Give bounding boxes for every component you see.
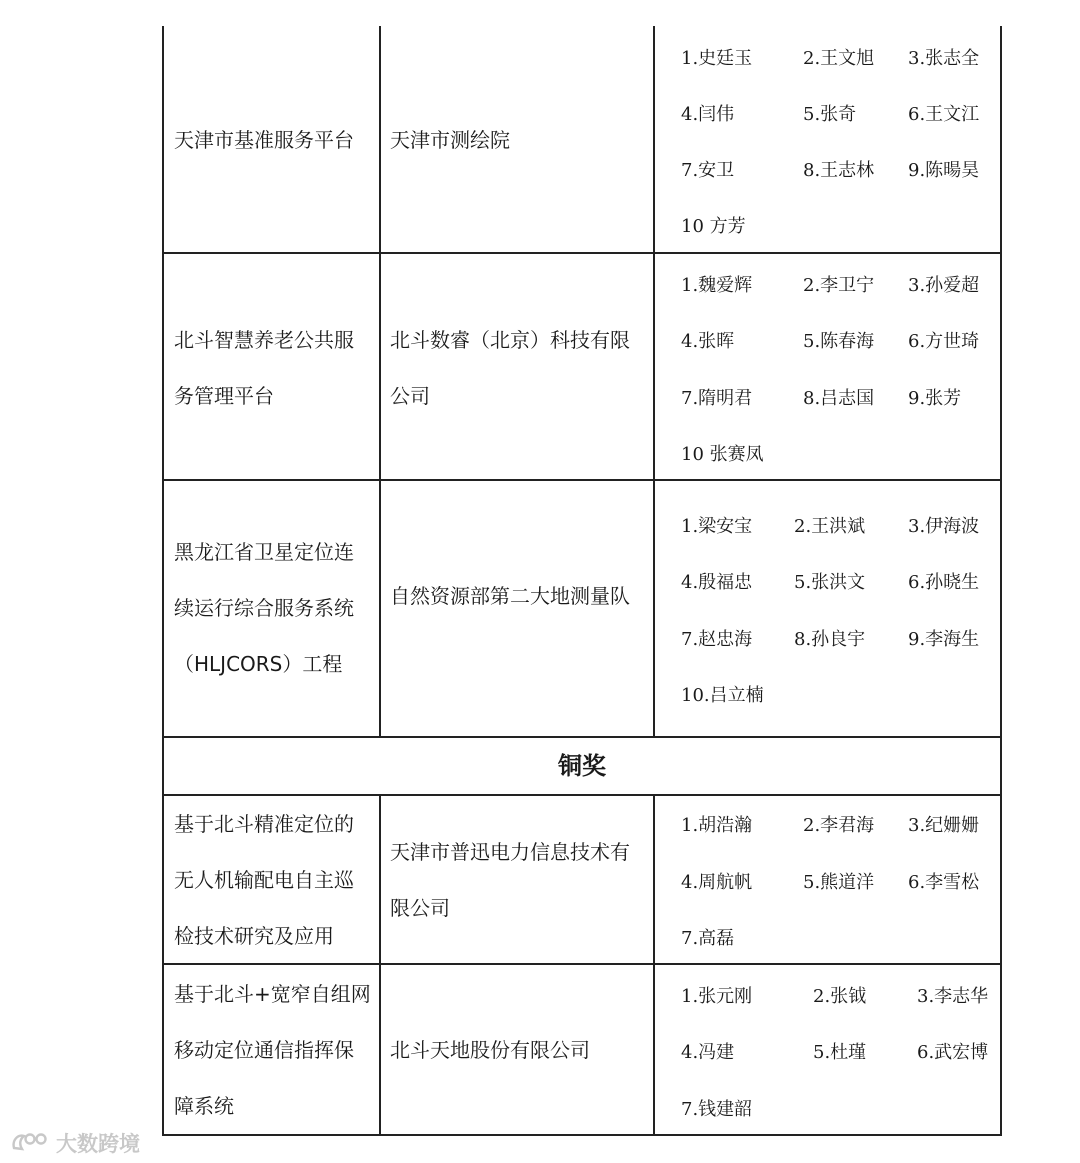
member-name: 2.李君海 bbox=[803, 815, 875, 836]
project-name-line: 天津市基准服务平台 bbox=[174, 128, 354, 152]
member-name: 7.安卫 bbox=[681, 160, 735, 181]
member-name: 1.张元刚 bbox=[681, 986, 753, 1007]
unit-name-line: 天津市测绘院 bbox=[390, 128, 510, 152]
project-name-line: 无人机输配电自主巡 bbox=[174, 868, 354, 892]
table-border-bottom bbox=[162, 1134, 1002, 1136]
project-name bbox=[174, 796, 354, 964]
member-name: 7.钱建韶 bbox=[681, 1099, 753, 1120]
project-name-line: 检技术研究及应用 bbox=[174, 924, 334, 948]
project-name bbox=[174, 312, 354, 424]
member-name: 2.李卫宁 bbox=[803, 275, 875, 296]
member-name: 2.王文旭 bbox=[803, 48, 875, 69]
unit-name-line: 自然资源部第二大地测量队 bbox=[390, 584, 630, 608]
member-name: 1.胡浩瀚 bbox=[681, 815, 753, 836]
unit-name bbox=[390, 824, 630, 936]
project-name bbox=[174, 966, 371, 1134]
column-divider-2-lower bbox=[653, 794, 655, 1136]
member-name: 3.李志华 bbox=[917, 986, 989, 1007]
member-name: 3.伊海波 bbox=[908, 516, 980, 537]
unit-name bbox=[390, 312, 630, 424]
member-name: 10 张赛凤 bbox=[681, 444, 764, 465]
member-name: 5.杜瑾 bbox=[813, 1042, 867, 1063]
member-name: 6.王文江 bbox=[908, 104, 980, 125]
member-name: 3.张志全 bbox=[908, 48, 980, 69]
watermark-text: 大数跨境 bbox=[56, 1132, 140, 1156]
project-name-line: 黑龙江省卫星定位连 bbox=[174, 540, 354, 564]
project-name-line: 基于北斗+宽窄自组网 bbox=[174, 982, 371, 1006]
row-divider bbox=[162, 479, 1002, 481]
member-name: 5.陈春海 bbox=[803, 331, 875, 352]
row-divider bbox=[162, 252, 1002, 254]
awards-table bbox=[162, 0, 1002, 1136]
member-name: 6.武宏博 bbox=[917, 1042, 989, 1063]
unit-name-line: 北斗数睿（北京）科技有限 bbox=[390, 328, 630, 352]
member-name: 4.闫伟 bbox=[681, 104, 735, 125]
member-name: 4.张晖 bbox=[681, 331, 735, 352]
table-border-left bbox=[162, 26, 164, 1136]
unit-name bbox=[390, 568, 630, 624]
member-name: 10.吕立楠 bbox=[681, 685, 764, 706]
project-name-line: 障系统 bbox=[174, 1094, 234, 1118]
column-divider-1-lower bbox=[379, 794, 381, 1136]
column-divider-2 bbox=[653, 26, 655, 738]
project-name-line: 务管理平台 bbox=[174, 384, 274, 408]
member-name: 2.张钺 bbox=[813, 986, 867, 1007]
member-name: 7.赵忠海 bbox=[681, 629, 753, 650]
member-name: 10 方芳 bbox=[681, 216, 746, 237]
member-name: 6.方世琦 bbox=[908, 331, 980, 352]
member-name: 7.高磊 bbox=[681, 928, 735, 949]
unit-name bbox=[390, 112, 510, 168]
member-name: 1.魏爱辉 bbox=[681, 275, 753, 296]
member-name: 5.张奇 bbox=[803, 104, 857, 125]
member-name: 5.张洪文 bbox=[794, 572, 866, 593]
member-name: 4.殷福忠 bbox=[681, 572, 753, 593]
member-name: 9.陈暘昊 bbox=[908, 160, 980, 181]
member-name: 8.王志林 bbox=[803, 160, 875, 181]
watermark bbox=[10, 1126, 140, 1160]
column-divider-1 bbox=[379, 26, 381, 738]
member-name: 7.隋明君 bbox=[681, 388, 753, 409]
project-name-line: 移动定位通信指挥保 bbox=[174, 1038, 354, 1062]
member-name: 6.孙晓生 bbox=[908, 572, 980, 593]
section-title-bronze: 铜奖 bbox=[558, 752, 606, 780]
unit-name-line: 限公司 bbox=[390, 896, 450, 920]
project-name-line: 北斗智慧养老公共服 bbox=[174, 328, 354, 352]
unit-name-line: 天津市普迅电力信息技术有 bbox=[390, 840, 630, 864]
project-name-line: 基于北斗精准定位的 bbox=[174, 812, 354, 836]
member-name: 4.周航帆 bbox=[681, 872, 753, 893]
unit-name bbox=[390, 1022, 590, 1078]
member-name: 3.孙爱超 bbox=[908, 275, 980, 296]
member-name: 8.孙良宇 bbox=[794, 629, 866, 650]
project-name-line: （HLJCORS）工程 bbox=[174, 652, 343, 676]
member-name: 3.纪姗姗 bbox=[908, 815, 980, 836]
member-name: 1.史廷玉 bbox=[681, 48, 753, 69]
member-name: 1.梁安宝 bbox=[681, 516, 753, 537]
member-name: 5.熊道洋 bbox=[803, 872, 875, 893]
project-name bbox=[174, 524, 354, 692]
project-name-line: 续运行综合服务系统 bbox=[174, 596, 354, 620]
member-name: 2.王洪斌 bbox=[794, 516, 866, 537]
unit-name-line: 北斗天地股份有限公司 bbox=[390, 1038, 590, 1062]
watermark-logo-icon bbox=[10, 1130, 50, 1156]
unit-name-line: 公司 bbox=[390, 384, 430, 408]
project-name bbox=[174, 112, 354, 168]
member-name: 8.吕志国 bbox=[803, 388, 875, 409]
member-name: 4.冯建 bbox=[681, 1042, 735, 1063]
member-name: 9.张芳 bbox=[908, 388, 962, 409]
member-name: 6.李雪松 bbox=[908, 872, 980, 893]
member-name: 9.李海生 bbox=[908, 629, 980, 650]
table-border-right bbox=[1000, 26, 1002, 1136]
